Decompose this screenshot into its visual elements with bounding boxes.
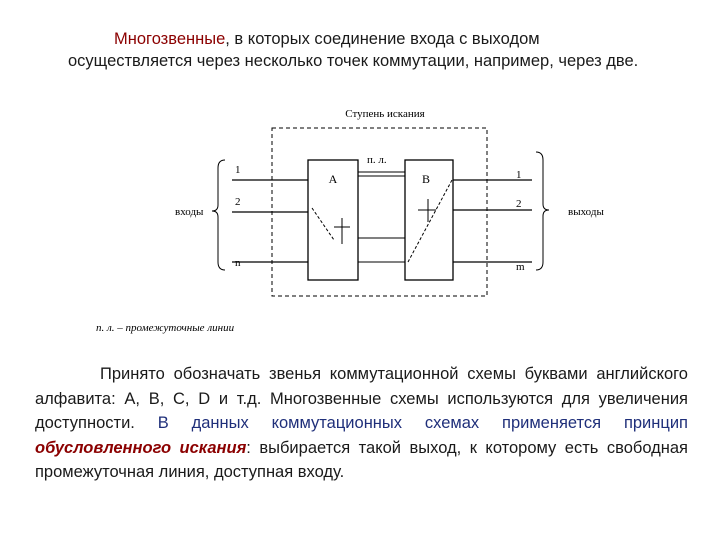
intro-paragraph xyxy=(68,28,668,72)
input-label-n: n xyxy=(235,257,241,269)
input-label-2: 2 xyxy=(235,196,241,208)
outputs-label: выходы xyxy=(568,206,604,218)
block-b-label: B xyxy=(421,172,431,186)
body-part3: В данных коммутационных схемах применяется принцип xyxy=(157,414,688,432)
body-part1: Принято обозначать звенья коммутационной схемы буквами английского алфавита: А, В, С, D и т.д. xyxy=(35,365,688,408)
block-a-label: A xyxy=(328,172,338,186)
intro-text: , в которых соединение входа с выходом осуществляется через несколько точек коммутации, например, через две. xyxy=(68,30,639,70)
intermediate-label: п. л. xyxy=(367,154,387,166)
input-brace xyxy=(212,160,225,270)
output-label-2: 2 xyxy=(516,198,522,210)
output-label-1: 1 xyxy=(516,169,522,181)
output-label-m: m xyxy=(516,261,525,273)
input-label-1: 1 xyxy=(235,164,241,176)
diagram-footnote: п. л. – промежуточные линии xyxy=(96,322,235,334)
body-paragraph xyxy=(35,362,688,485)
inputs-label: входы xyxy=(175,206,204,218)
output-brace xyxy=(536,152,549,270)
stage-title: Ступень искания xyxy=(345,108,425,120)
intro-term: Многозвенные xyxy=(114,30,226,48)
body-emphasis: обусловленного искания xyxy=(35,438,247,457)
switching-stage-diagram xyxy=(0,95,720,345)
body-part2: Многозвенные схемы используются для увеличения доступности. xyxy=(35,389,688,432)
body-part4: : выбирается такой выход, к которому есть свободная промежуточная линия, доступная входу. xyxy=(35,438,688,481)
